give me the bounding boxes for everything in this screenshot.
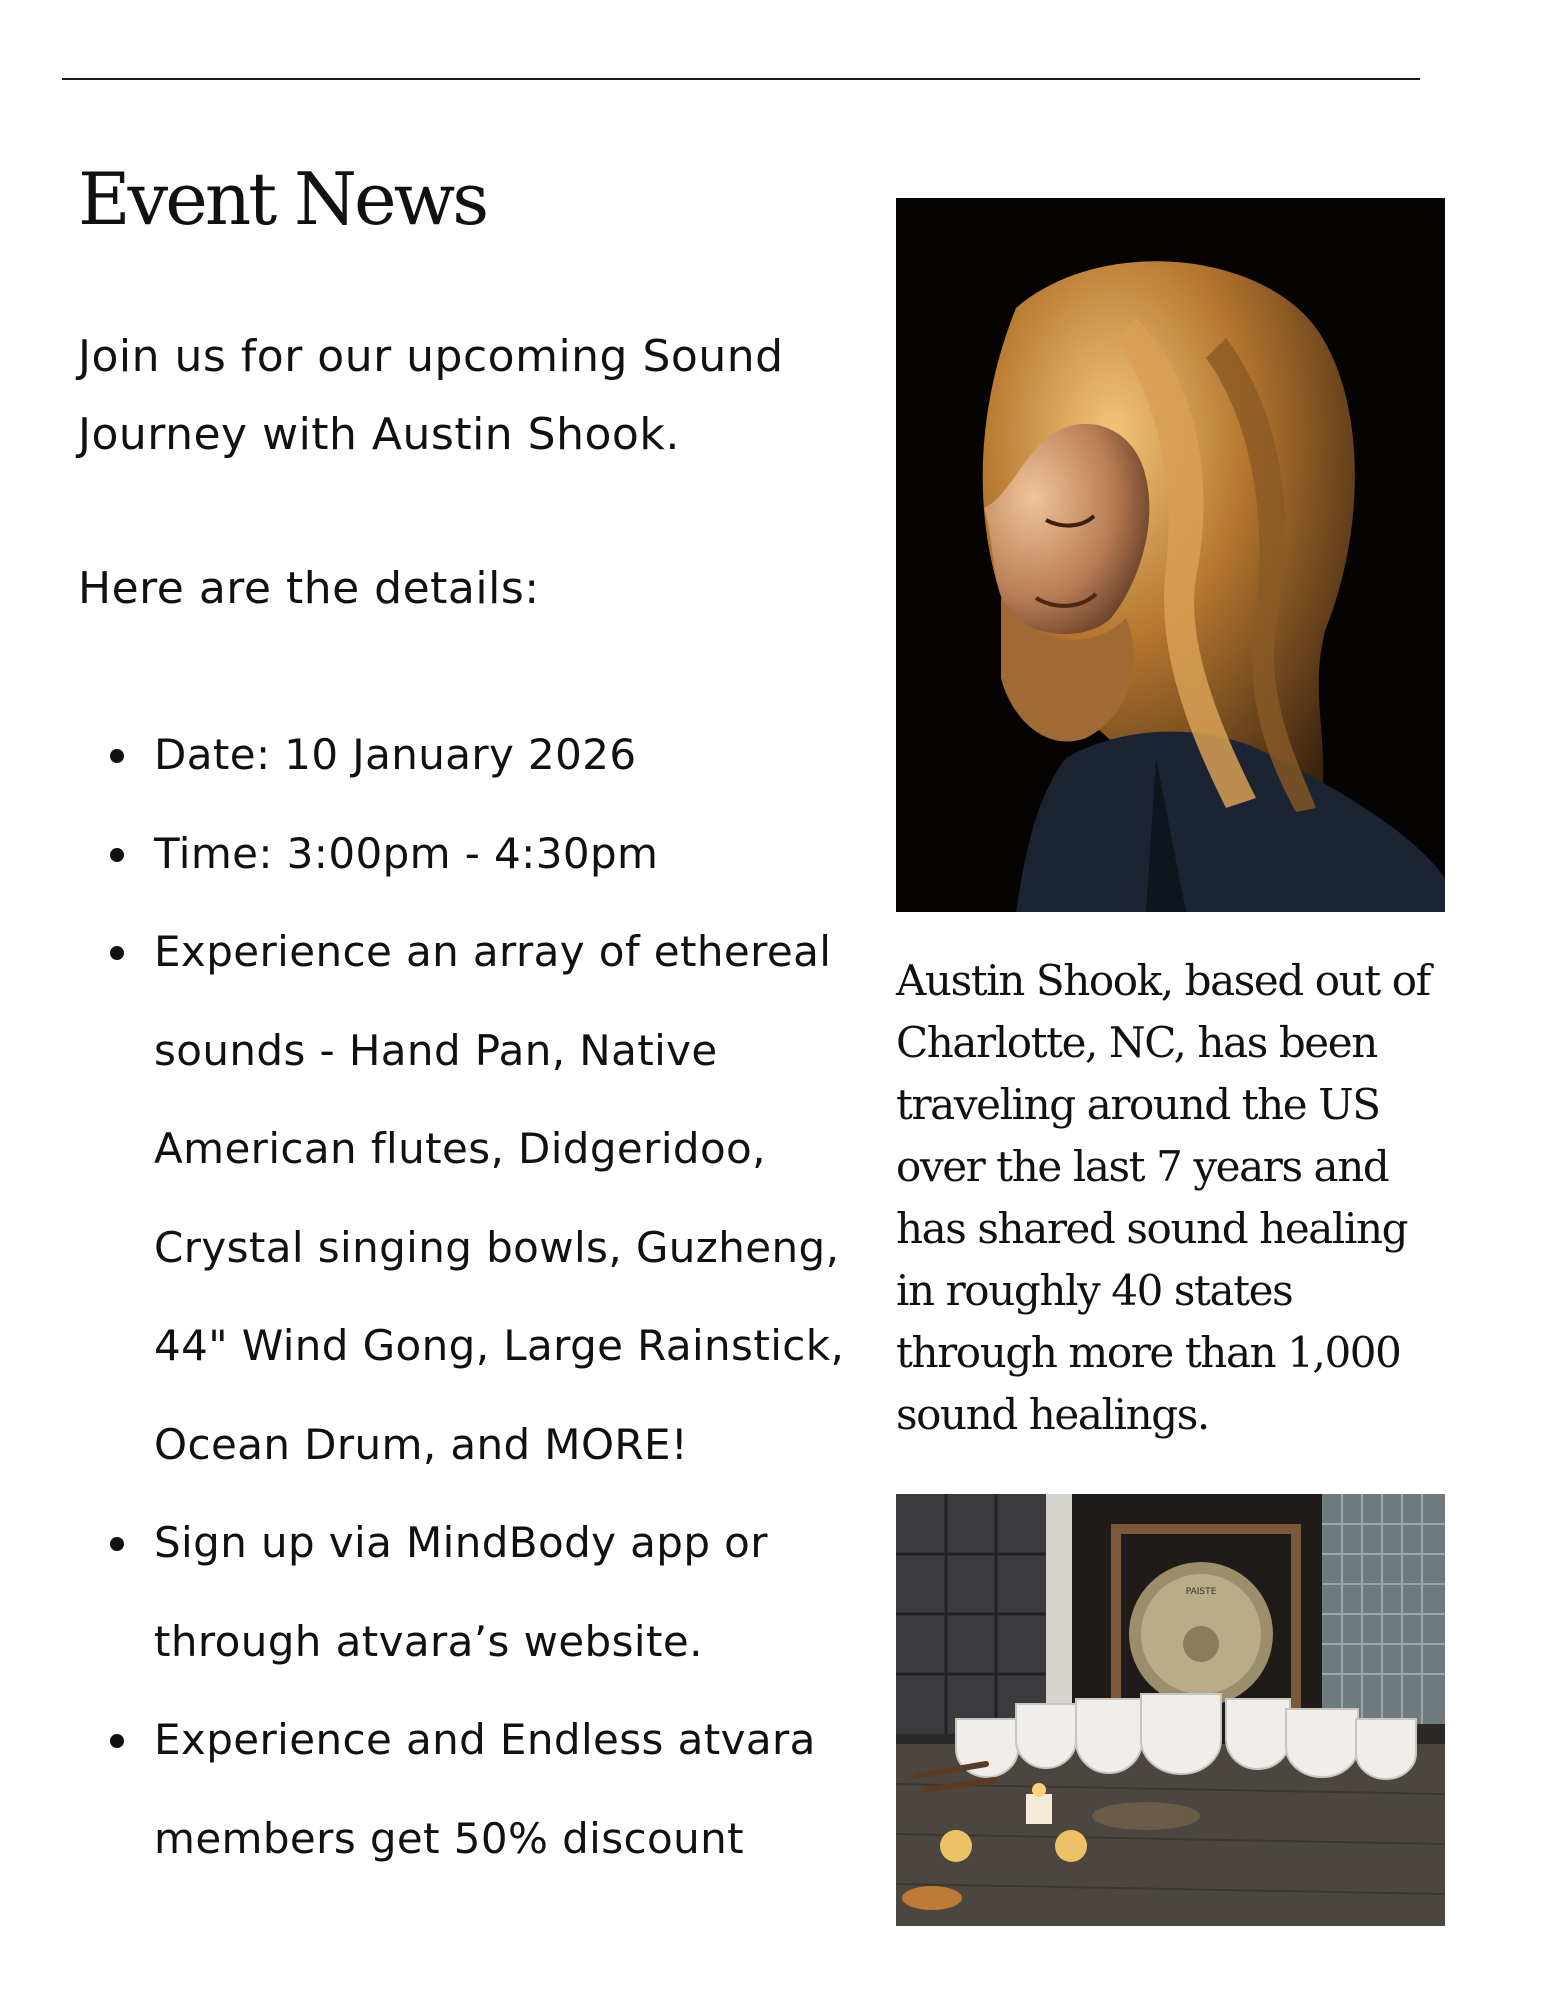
detail-time [104, 805, 864, 904]
bullet-icon [110, 749, 124, 763]
details-list [104, 706, 864, 1888]
gong-brand-label: PAISTE [1185, 1587, 1217, 1597]
detail-text: Time: 3:00pm - 4:30pm [154, 828, 659, 878]
portrait-photo [896, 198, 1445, 912]
detail-date [104, 706, 864, 805]
detail-text: Experience and Endless atvara members get 50% discount [154, 1715, 816, 1863]
detail-discount [104, 1691, 864, 1888]
bullet-icon [110, 1537, 124, 1551]
page-title: Event News [78, 157, 487, 241]
top-divider [62, 78, 1420, 80]
bullet-icon [110, 848, 124, 862]
bio-text: Austin Shook, based out of Charlotte, NC, has been traveling around the US over the last 7 years and has shared sound healing in roughly 40 states through more than 1,000 sound healings. [896, 956, 1430, 1439]
detail-signup [104, 1494, 864, 1691]
studio-photo [896, 1494, 1445, 1926]
detail-text: Date: 10 January 2026 [154, 730, 637, 779]
singing-bowls-illustration [896, 1494, 1445, 1926]
bullet-icon [110, 1734, 124, 1748]
intro-text: Join us for our upcoming Sound Journey with Austin Shook. [78, 331, 784, 460]
details-label: Here are the details: [78, 563, 540, 614]
bullet-icon [110, 946, 124, 960]
detail-text: Experience an array of ethereal sounds - Hand Pan, Native American flutes, Didgeridoo, Crystal singing bowls, Guzheng, 44" Wind Gong, Large Rainstick, Ocean Drum, and MORE! [154, 927, 845, 1469]
detail-text: Sign up via MindBody app or through atvara’s website. [154, 1518, 768, 1666]
portrait-illustration [896, 198, 1445, 912]
detail-instruments [104, 903, 864, 1494]
